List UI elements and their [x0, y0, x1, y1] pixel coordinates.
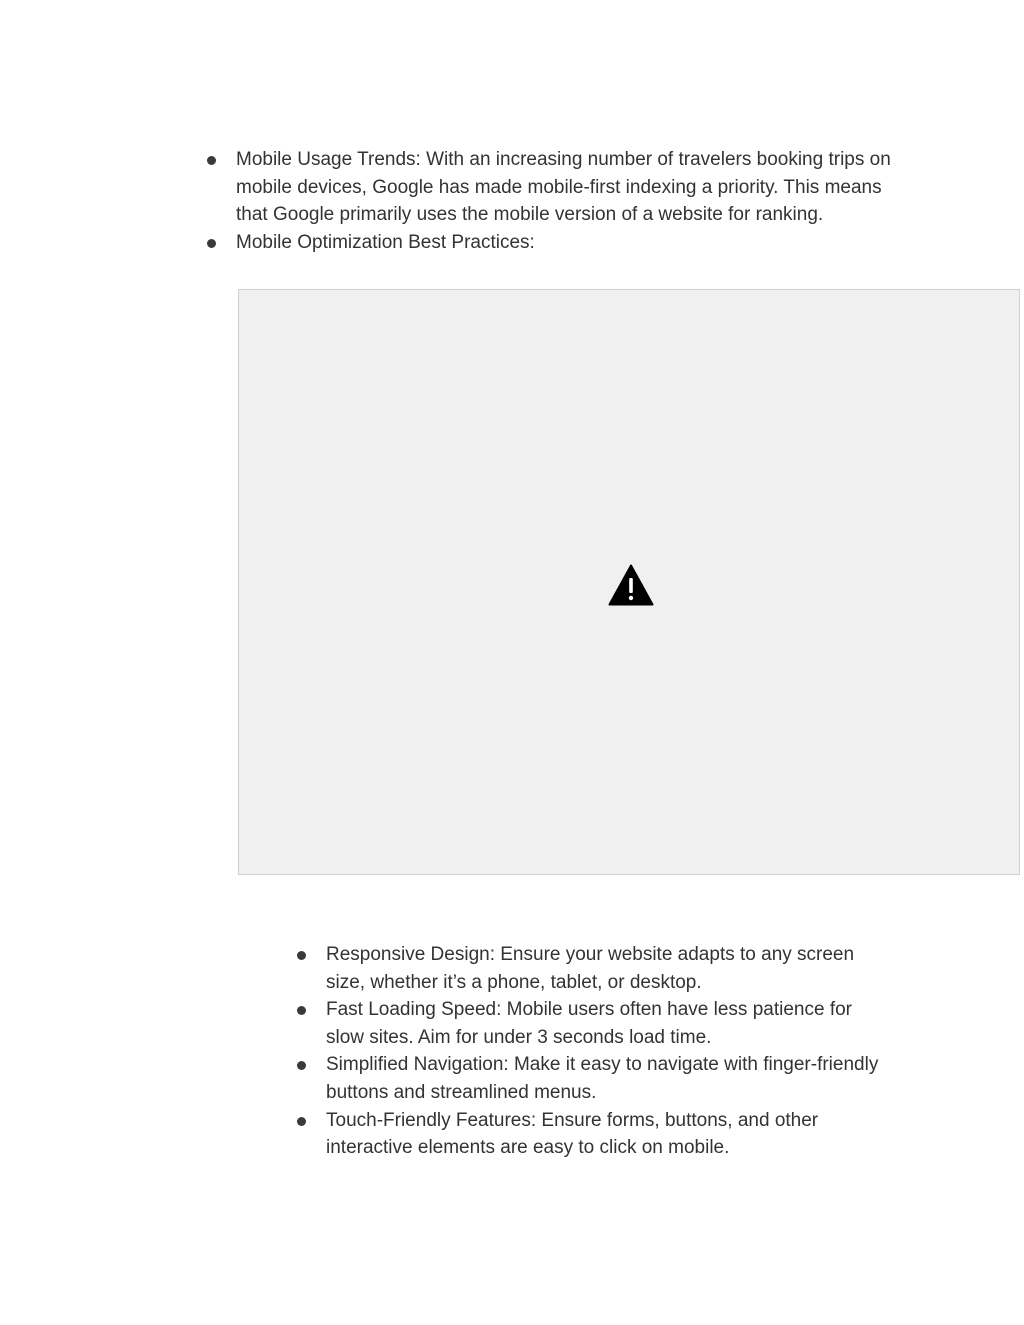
- list-item: [326, 941, 891, 996]
- sub-bullet-list: [326, 941, 891, 1162]
- bullet-dot: [297, 1006, 306, 1015]
- broken-image-placeholder: [238, 289, 1020, 875]
- list-item-text: Touch-Friendly Features: Ensure forms, buttons, and other interactive elements are easy to click on mobile.: [326, 1109, 819, 1159]
- list-item-text: Simplified Navigation: Make it easy to navigate with finger-friendly buttons and streamlined menus.: [326, 1054, 879, 1103]
- bullet-dot: [297, 951, 306, 960]
- list-item: [326, 996, 891, 1051]
- list-item: [236, 146, 906, 229]
- list-item-text: Fast Loading Speed: Mobile users often have less patience for slow sites. Aim for under 3 seconds load time.: [326, 999, 852, 1048]
- list-item-text: Mobile Optimization Best Practices:: [236, 231, 535, 253]
- bullet-dot: [297, 1061, 306, 1070]
- list-item-text: Mobile Usage Trends: With an increasing number of travelers booking trips on mobile devices, Google has made mobile-first indexing a priority. This means that Google primarily uses the mobile version of a website for ranking.: [236, 149, 891, 226]
- list-item: [326, 1107, 891, 1162]
- bullet-dot: [207, 156, 216, 165]
- list-item: [326, 1051, 891, 1106]
- bullet-dot: [297, 1117, 306, 1126]
- top-bullet-list: [236, 146, 906, 256]
- list-item-text: Responsive Design: Ensure your website adapts to any screen size, whether it’s a phone, tablet, or desktop.: [326, 944, 855, 993]
- bullet-dot: [207, 239, 216, 248]
- list-item: [236, 229, 906, 257]
- warning-icon: [608, 564, 654, 606]
